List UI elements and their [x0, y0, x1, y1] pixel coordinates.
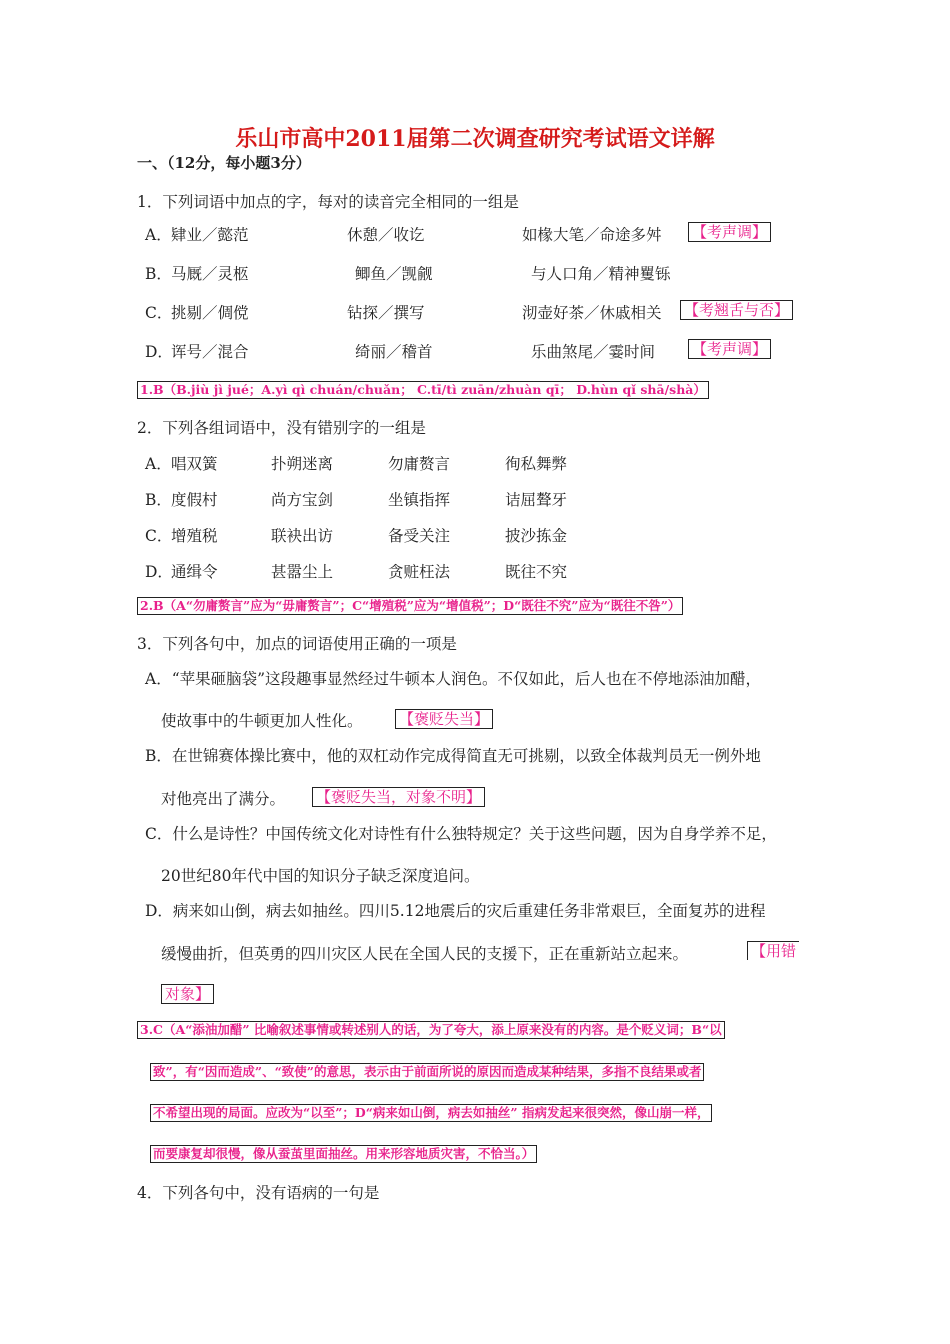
q3-option-b-line2: 对他亮出了满分。 [161, 790, 286, 808]
question-2-stem: 2．下列各组词语中，没有错别字的一组是 [137, 419, 426, 437]
section-heading: 一、（12分，每小题3分） [137, 154, 311, 172]
q1-answer: 1.B（B.jiù jì jué；A.yì qì chuán/chuǎn； C.tī/tì zuān/zhuàn qī； D.hùn qǐ shā/shà） [137, 381, 709, 399]
q2-option-a-word3: 勿庸赘言 [388, 455, 451, 473]
q1-option-d-tag: 【考声调】 [688, 339, 771, 359]
q2-option-c-word2: 联袂出访 [271, 527, 334, 545]
q2-option-c-word4: 披沙拣金 [505, 527, 568, 545]
q1-option-b-label: B． [145, 265, 172, 283]
q2-option-c-word1: 增殖税 [171, 527, 218, 545]
question-3-stem: 3．下列各句中，加点的词语使用正确的一项是 [137, 635, 457, 653]
q1-option-b-word2: 鲫鱼／觊觎 [355, 265, 433, 283]
q2-option-d-word1: 通缉令 [171, 563, 218, 581]
q2-option-b-word4: 诘屈聱牙 [505, 491, 568, 509]
q1-option-c-word3: 沏壶好茶／休戚相关 [522, 304, 662, 322]
q1-option-c-word2: 钻探／撰写 [347, 304, 425, 322]
q2-option-d-word2: 甚嚣尘上 [271, 563, 334, 581]
q3-answer-line4: 而要康复却很慢，像从蚕茧里面抽丝。用来形容地质灾害，不恰当。） [150, 1145, 537, 1163]
q2-option-a-word4: 徇私舞弊 [505, 455, 568, 473]
q1-option-c-label: C． [145, 304, 173, 322]
q3-answer-line1: 3.C（A“添油加醋” 比喻叙述事情或转述别人的话，为了夸大，添上原来没有的内容。是个贬义词；B“以 [137, 1021, 725, 1039]
question-1-stem: 1．下列词语中加点的字，每对的读音完全相同的一组是 [137, 193, 519, 211]
q2-option-b-word3: 坐镇指挥 [388, 491, 451, 509]
q2-option-a-word1: 唱双簧 [171, 455, 218, 473]
q3-option-d-line1: D．病来如山倒，病去如抽丝。四川5.12地震后的灾后重建任务非常艰巨，全面复苏的进程 [145, 902, 766, 920]
q3-option-b-line1: B．在世锦赛体操比赛中，他的双杠动作完成得简直无可挑剔，以致全体裁判员无一例外地 [145, 747, 761, 765]
q1-option-a-word1: 肄业／懿范 [171, 226, 249, 244]
q3-option-c-line2: 20世纪80年代中国的知识分子缺乏深度追问。 [161, 867, 480, 885]
q1-option-a-label: A． [145, 226, 172, 244]
q1-option-d-label: D． [145, 343, 173, 361]
q2-answer: 2.B（A“勿庸赘言”应为“毋庸赘言”；C“增殖税”应为“增值税”；D“既往不究”应为“既往不咎”） [137, 597, 683, 615]
q3-option-d-tag-start: 【用错 [747, 941, 799, 960]
q2-option-d-word4: 既往不究 [505, 563, 568, 581]
q3-answer-line3: 不希望出现的局面。应改为“以至”；D“病来如山倒，病去如抽丝” 指病发起来很突然，像山崩一样， [150, 1104, 712, 1122]
q3-option-d-tag-end: 对象】 [161, 984, 214, 1004]
q3-option-d-line2: 缓慢曲折，但英勇的四川灾区人民在全国人民的支援下，正在重新站立起来。 [161, 945, 689, 963]
q2-option-d-label: D． [145, 563, 173, 581]
q3-option-a-line1: A．“苹果砸脑袋”这段趣事显然经过牛顿本人润色。不仅如此，后人也在不停地添油加醋， [145, 670, 762, 688]
q2-option-b-word1: 度假村 [171, 491, 218, 509]
q2-option-c-label: C． [145, 527, 173, 545]
q2-option-a-word2: 扑朔迷离 [271, 455, 334, 473]
q2-option-b-label: B． [145, 491, 172, 509]
q1-option-a-word3: 如椽大笔／命途多舛 [522, 226, 662, 244]
q1-option-b-word3: 与人口角／精神矍铄 [531, 265, 671, 283]
q1-option-a-tag: 【考声调】 [688, 222, 771, 242]
q2-option-d-word3: 贪赃枉法 [388, 563, 451, 581]
q1-option-c-tag: 【考翘舌与否】 [680, 300, 793, 320]
q1-option-d-word3: 乐曲煞尾／霎时间 [531, 343, 656, 361]
document-title: 乐山市高中2011届第二次调查研究考试语文详解 [235, 126, 715, 152]
q1-option-c-word1: 挑剔／倜傥 [171, 304, 249, 322]
q3-option-c-line1: C．什么是诗性？中国传统文化对诗性有什么独特规定？关于这些问题，因为自身学养不足， [145, 825, 777, 843]
q3-option-b-tag: 【褒贬失当，对象不明】 [312, 787, 485, 807]
question-4-stem: 4．下列各句中，没有语病的一句是 [137, 1184, 380, 1202]
q3-answer-line2: 致”，有“因而造成”、“致使”的意思，表示由于前面所说的原因而造成某种结果，多指不良结果或者 [150, 1063, 704, 1081]
q3-option-a-line2: 使故事中的牛顿更加人性化。 [161, 712, 363, 730]
q1-option-b-word1: 马厩／灵柩 [171, 265, 249, 283]
q1-option-d-word1: 诨号／混合 [171, 343, 249, 361]
q2-option-a-label: A． [145, 455, 172, 473]
q1-option-d-word2: 绮丽／稽首 [355, 343, 433, 361]
q1-option-a-word2: 休憩／收讫 [347, 226, 425, 244]
q2-option-b-word2: 尚方宝剑 [271, 491, 334, 509]
q3-option-a-tag: 【褒贬失当】 [395, 709, 493, 729]
q2-option-c-word3: 备受关注 [388, 527, 451, 545]
